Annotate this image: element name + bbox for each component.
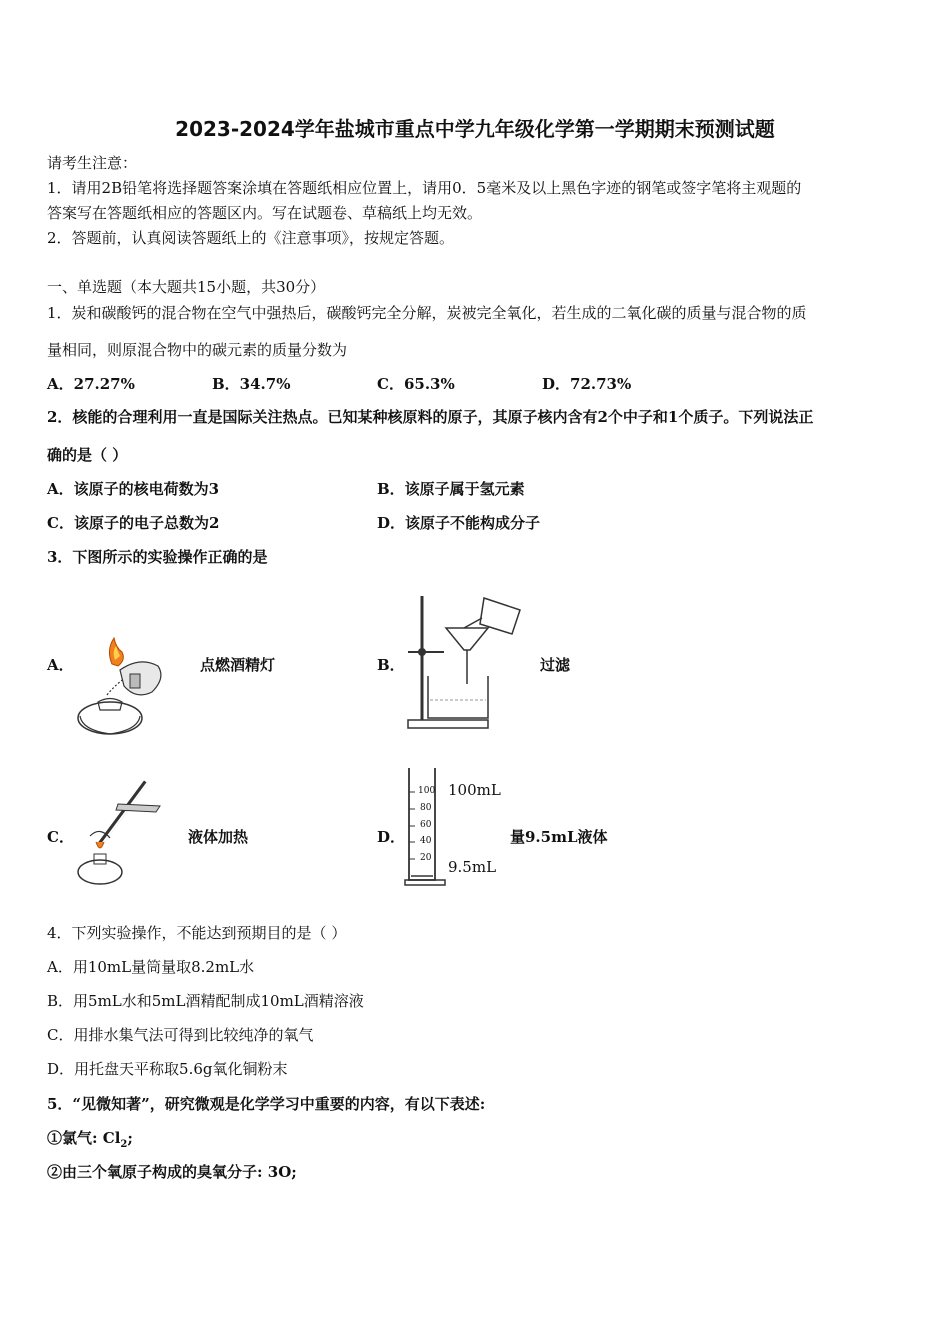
q2-option-c: C．该原子的电子总数为2 [47, 514, 220, 532]
cylinder-volume-label: 9.5mL [448, 858, 497, 876]
q3-stem: 3．下图所示的实验操作正确的是 [47, 548, 268, 566]
tick-label-100: 100 [418, 786, 436, 796]
cylinder-capacity-label: 100mL [448, 781, 501, 799]
alcohol-lamp-figure [70, 630, 170, 740]
section-heading: 一、单选题（本大题共15小题，共30分） [47, 278, 326, 296]
q1-option-c: C．65.3% [377, 375, 455, 393]
q3-option-b-letter: B． [377, 656, 405, 674]
q3-option-b-text: 过滤 [540, 656, 571, 674]
notice-line-3: 2．答题前，认真阅读答题纸上的《注意事项》，按规定答题。 [47, 229, 455, 247]
q4-option-d: D．用托盘天平称取5.6g氧化铜粉末 [47, 1060, 288, 1078]
q3-option-d-letter: D． [377, 828, 406, 846]
q2-option-b: B．该原子属于氢元素 [377, 480, 525, 498]
q3-option-a-letter: A． [47, 656, 74, 674]
q4-option-a: A．用10mL量筒量取8.2mL水 [47, 958, 255, 976]
q3-option-c-text: 液体加热 [188, 828, 249, 846]
q2-stem-line-2: 确的是（ ） [47, 446, 128, 464]
q3-option-a-text: 点燃酒精灯 [200, 656, 276, 674]
q5-item-1: ①氯气: $Cl_2$; [47, 1129, 133, 1150]
filtration-figure [400, 588, 530, 738]
q1-option-a: A．27.27% [47, 375, 135, 393]
q1-stem-line-2: 量相同，则原混合物中的碳元素的质量分数为 [47, 341, 348, 359]
q5-item-2: ②由三个氧原子构成的臭氧分子: 3O; [47, 1163, 297, 1181]
q1-stem-line-1: 1．炭和碳酸钙的混合物在空气中强热后，碳酸钙完全分解，炭被完全氧化，若生成的二氧化碳的质量与混合物的质 [47, 304, 807, 322]
liquid-heating-figure [70, 776, 180, 891]
q1-option-b: B．34.7% [212, 375, 291, 393]
q5-stem: 5．“见微知著”，研究微观是化学学习中重要的内容，有以下表述: [47, 1095, 486, 1113]
q1-option-d: D．72.73% [542, 375, 632, 393]
tick-label-60: 60 [420, 820, 432, 830]
q3-option-c-letter: C． [47, 828, 74, 846]
q4-stem: 4．下列实验操作，不能达到预期目的是（ ） [47, 924, 347, 942]
q2-option-d: D．该原子不能构成分子 [377, 514, 541, 532]
page-title: 2023-2024学年盐城市重点中学九年级化学第一学期期末预测试题 [175, 117, 775, 141]
q4-option-c: C．用排水集气法可得到比较纯净的氧气 [47, 1026, 314, 1044]
tick-label-20: 20 [420, 853, 432, 863]
q4-option-b: B．用5mL水和5mL酒精配制成10mL酒精溶液 [47, 992, 364, 1010]
q3-option-d-text: 量9.5mL液体 [510, 828, 608, 846]
tick-label-40: 40 [420, 836, 432, 846]
notice-line-2: 答案写在答题纸相应的答题区内。写在试题卷、草稿纸上均无效。 [47, 204, 483, 222]
q2-stem-line-1: 2．核能的合理利用一直是国际关注热点。已知某种核原料的原子，其原子核内含有2个中子和1个质子。下列说法正 [47, 408, 814, 426]
q2-option-a: A．该原子的核电荷数为3 [47, 480, 220, 498]
notice-line-1: 1．请用2B铅笔将选择题答案涂填在答题纸相应位置上，请用0．5毫米及以上黑色字迹的钢笔或签字笔将主观题的 [47, 179, 802, 197]
notice-heading: 请考生注意： [47, 154, 138, 172]
tick-label-80: 80 [420, 803, 432, 813]
